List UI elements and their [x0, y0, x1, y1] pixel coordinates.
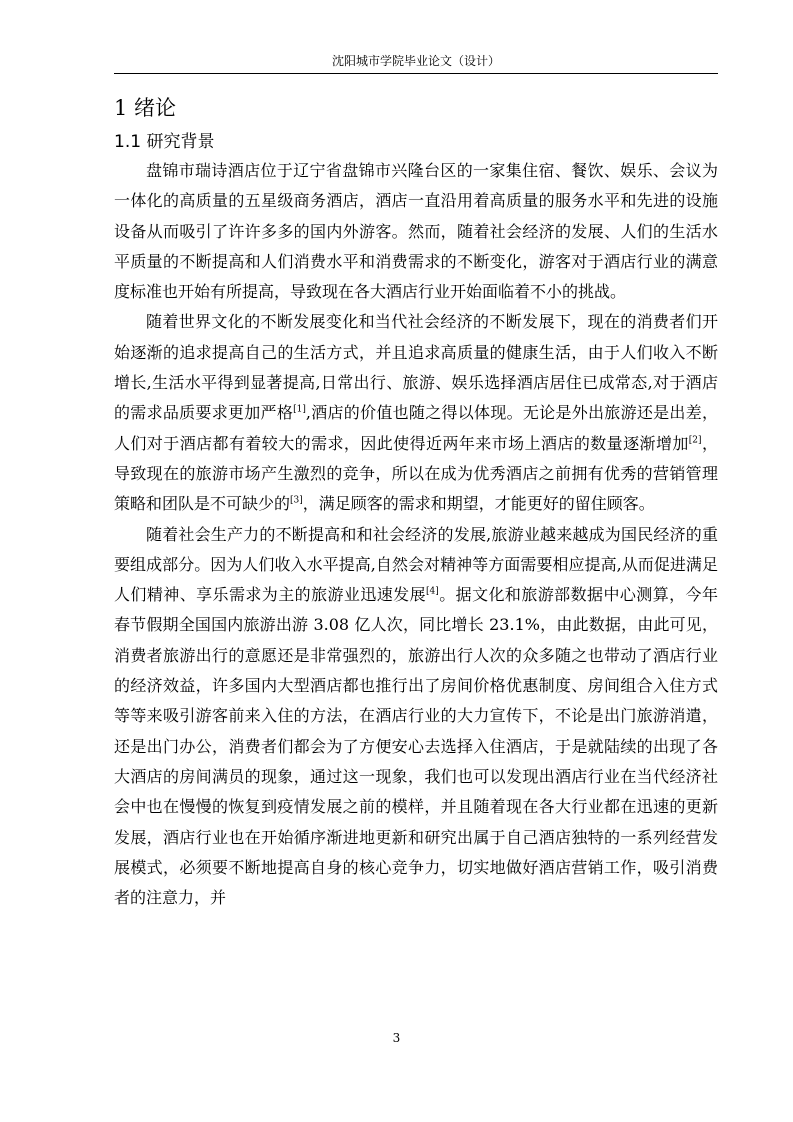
paragraph-2 [114, 307, 718, 519]
section-heading: 1.1 研究背景 [114, 132, 215, 152]
header-divider [114, 73, 718, 74]
paragraph-text: ，导致现在的旅游市场产生激烈的竞争，所以在成为优秀酒店之前拥有优秀的营销管理策略和团队是不可缺少的 [114, 433, 718, 514]
paragraph-text: ,酒店的价值也随之得以体现。无论是外出旅游还是出差，人们对于酒店都有着较大的需求，因此使得近两年来市场上酒店的数量逐渐增加 [114, 403, 718, 453]
body-text [114, 156, 718, 913]
header-title: 沈阳城市学院毕业论文（设计） [331, 54, 500, 68]
citation-1: [1] [293, 405, 306, 416]
citation-4: [4] [426, 586, 439, 597]
citation-2: [2] [688, 435, 702, 446]
paragraph-text: ，满足顾客的需求和期望，才能更好的留住顾客。 [302, 494, 655, 514]
chapter-heading: 1 绪论 [114, 96, 177, 120]
citation-3: [3] [290, 495, 303, 506]
paragraph-text: 。据文化和旅游部数据中心测算，今年春节假期全国国内旅游出游 3.08 亿人次，同比增长 23.1%，由此数据，由此可见，消费者旅游出行的意愿还是非常强烈的，旅游出行人次的众多随之也带动了酒店行业的经济效益，许多国内大型酒店都也推行出了房间价格优惠制度、房间组合入住方式等等来吸引游客前来入住的方法，在酒店行业的大力宣传下，不论是出门旅游消遣，还是出门办公，消费者们都会为了方便安心去选择入住酒店，于是就陆续的出现了各大酒店的房间满员的现象，通过这一现象，我们也可以发现出酒店行业在当代经济社会中也在慢慢的恢复到疫情发展之前的模样，并且随着现在各大行业都在迅速的更新发展，酒店行业也在开始循序渐进地更新和研究出属于自己酒店独特的一系列经营发展模式，必须要不断地提高自身的核心竞争力，切实地做好酒店营销工作，吸引消费者的注意力，并 [114, 585, 718, 908]
paragraph-text: 盘锦市瑞诗酒店位于辽宁省盘锦市兴隆台区的一家集住宿、餐饮、娱乐、会议为一体化的高质量的五星级商务酒店，酒店一直沿用着高质量的服务水平和先进的设施设备从而吸引了许许多多的国内外游客。然而，随着社会经济的发展、人们的生活水平质量的不断提高和人们消费水平和消费需求的不断变化，游客对于酒店行业的满意度标准也开始有所提高，导致现在各大酒店行业开始面临着不小的挑战。 [114, 161, 718, 302]
paragraph-3 [114, 520, 718, 914]
paragraph-1 [114, 156, 718, 307]
paragraph-text: 随着世界文化的不断发展变化和当代社会经济的不断发展下，现在的消费者们开始逐渐的追求提高自己的生活方式，并且追求高质量的健康生活，由于人们收入不断增长,生活水平得到显著提高,日常出行、旅游、娱乐选择酒店居住已成常态,对于酒店的需求品质要求更加严格 [114, 312, 718, 423]
page-number: 3 [392, 1031, 401, 1045]
paragraph-text: 随着社会生产力的不断提高和和社会经济的发展,旅游业越来越成为国民经济的重要组成部分。因为人们收入水平提高,自然会对精神等方面需要相应提高,从而促进满足人们精神、享乐需求为主的旅游业迅速发展 [114, 524, 718, 605]
